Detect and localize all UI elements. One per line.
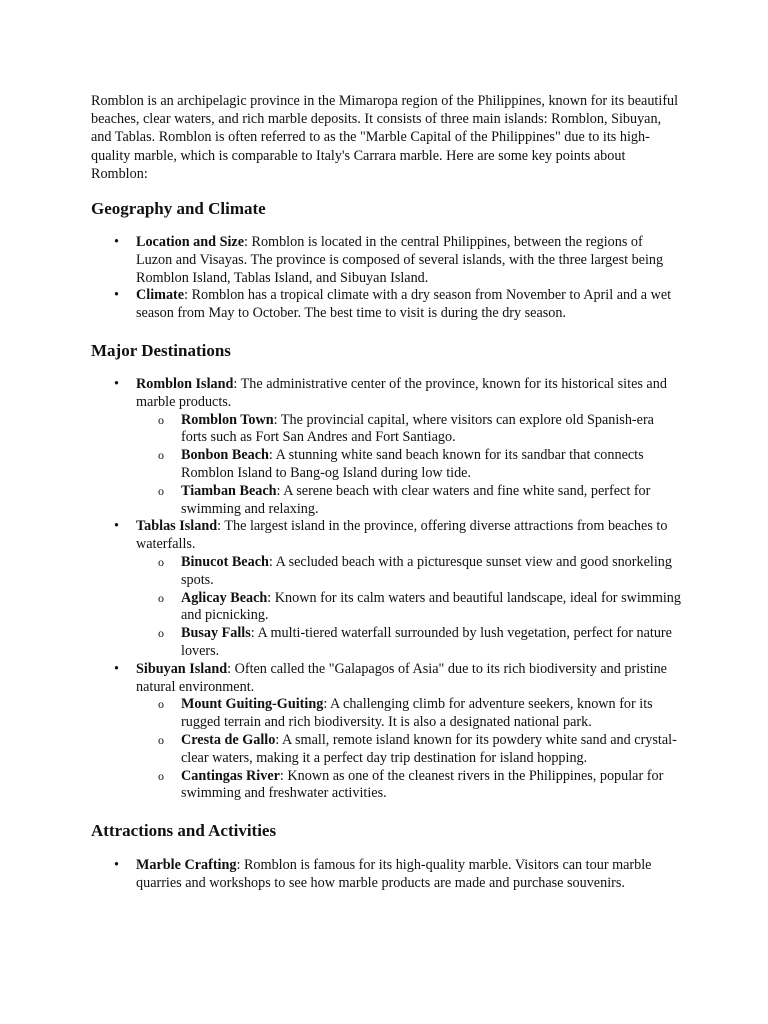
- bullet-circle: o: [158, 626, 164, 641]
- sub-item-romblon-town: [136, 412, 681, 448]
- heading-geography: Geography and Climate: [91, 199, 266, 219]
- term-label: Tablas Island: [136, 518, 218, 535]
- heading-destinations: Major Destinations: [91, 341, 231, 360]
- bullet-circle: o: [158, 768, 164, 783]
- bullet-disc: •: [114, 234, 119, 251]
- item-text: : A secluded beach with a picturesque sunset view and good snorkeling spots.: [181, 553, 672, 588]
- bullet-circle: o: [158, 697, 164, 712]
- term-label: Bonbon Beach: [181, 447, 269, 464]
- item-text: : The largest island in the province, offering diverse attractions from beaches to waterfalls.: [136, 518, 668, 553]
- sub-list: [136, 696, 681, 803]
- item-text: : The administrative center of the province, known for its historical sites and marble products.: [136, 376, 667, 410]
- bullet-disc: •: [114, 376, 119, 392]
- item-text: : A stunning white sand beach known for its sandbar that connects Romblon Island to Bang-og Island during low tide.: [181, 447, 644, 481]
- term-label: Sibuyan Island: [136, 660, 228, 677]
- sub-list: [136, 412, 681, 519]
- sub-item-tiamban-beach: [136, 483, 681, 519]
- item-text: : A small, remote island known for its powdery white sand and crystal-clear waters, making it a perfect day trip destination for island hopping.: [181, 731, 677, 766]
- item-text: : Known for its calm waters and beautiful landscape, ideal for swimming and picnicking.: [181, 589, 681, 624]
- bullet-circle: o: [158, 448, 164, 463]
- sub-item-busay-falls: [136, 625, 681, 661]
- list-item-location: [91, 234, 681, 287]
- sub-item-aglicay-beach: [136, 590, 681, 626]
- bullet-circle: o: [158, 483, 164, 498]
- item-text: : Romblon has a tropical climate with a dry season from November to April and a wet season from May to October. The best time to visit is during the dry season.: [136, 287, 672, 322]
- item-text: : The provincial capital, where visitors can explore old Spanish-era forts such as Fort San Andres and Fort Santiago.: [181, 411, 654, 446]
- document-page: [91, 92, 681, 893]
- list-item-sibuyan-island: [91, 661, 681, 803]
- sub-list: [136, 554, 681, 661]
- item-text: : A multi-tiered waterfall surrounded by lush vegetation, perfect for nature lovers.: [181, 625, 672, 659]
- bullet-circle: o: [158, 732, 164, 747]
- sub-item-bonbon-beach: [136, 447, 681, 483]
- term-label: Location and Size: [136, 234, 244, 251]
- bullet-disc: •: [114, 518, 119, 535]
- geography-list: [91, 234, 681, 323]
- bullet-circle: o: [158, 412, 164, 427]
- term-label: Busay Falls: [181, 625, 251, 642]
- term-label: Tiamban Beach: [181, 482, 277, 499]
- bullet-disc: •: [114, 287, 119, 304]
- bullet-circle: o: [158, 590, 164, 605]
- sub-item-cresta-de-gallo: [136, 732, 681, 768]
- item-text: : A challenging climb for adventure seekers, known for its rugged terrain and rich biodiversity. It is also a designated national park.: [181, 696, 653, 731]
- term-label: Binucot Beach: [181, 553, 269, 570]
- term-label: Mount Guiting-Guiting: [181, 696, 324, 713]
- sub-item-cantingas-river: [136, 768, 681, 804]
- term-label: Romblon Island: [136, 376, 234, 392]
- bullet-circle: o: [158, 554, 164, 569]
- term-label: Romblon Town: [181, 411, 274, 428]
- bullet-disc: •: [114, 660, 119, 677]
- list-item-tablas-island: [91, 518, 681, 660]
- heading-attractions: Attractions and Activities: [91, 821, 277, 841]
- term-label: Cresta de Gallo: [181, 731, 276, 748]
- term-label: Climate: [136, 287, 185, 304]
- term-label: Aglicay Beach: [181, 589, 268, 606]
- item-text: : A serene beach with clear waters and fine white sand, perfect for swimming and relaxing.: [181, 482, 651, 517]
- list-item-marble-crafting: [91, 857, 681, 893]
- list-item-romblon-island: [91, 376, 681, 518]
- list-item-climate: [91, 287, 681, 323]
- item-text: : Known as one of the cleanest rivers in the Philippines, popular for swimming and freshwater activities.: [181, 767, 664, 802]
- sub-item-mount-guiting-guiting: [136, 696, 681, 732]
- item-text: : Romblon is famous for its high-quality marble. Visitors can tour marble quarries and workshops to see how marble products are made and purchase souvenirs.: [136, 857, 652, 891]
- bullet-disc: •: [114, 857, 119, 874]
- term-label: Cantingas River: [181, 767, 280, 784]
- attractions-list: [91, 857, 681, 893]
- item-text: : Often called the "Galapagos of Asia" due to its rich biodiversity and pristine natural environment.: [136, 660, 667, 695]
- term-label: Marble Crafting: [136, 857, 237, 874]
- sub-item-binucot-beach: [136, 554, 681, 590]
- item-text: : Romblon is located in the central Philippines, between the regions of Luzon and Visayas. The province is composed of several islands, with the three largest being Romblon Island, Tablas Island, and Sibuyan Island.: [136, 234, 664, 286]
- intro-paragraph: Romblon is an archipelagic province in the Mimaropa region of the Philippines, known for its beautiful beaches, clear waters, and rich marble deposits. It consists of three main islands: Romblon, Sibuyan, and Tablas. Romblon is often referred to as the "Marble Capital of the Philippines" due to its high-quality marble, which is comparable to Italy's Carrara marble. Here are some key points about Romblon:: [91, 93, 679, 182]
- destinations-list: [91, 376, 681, 803]
